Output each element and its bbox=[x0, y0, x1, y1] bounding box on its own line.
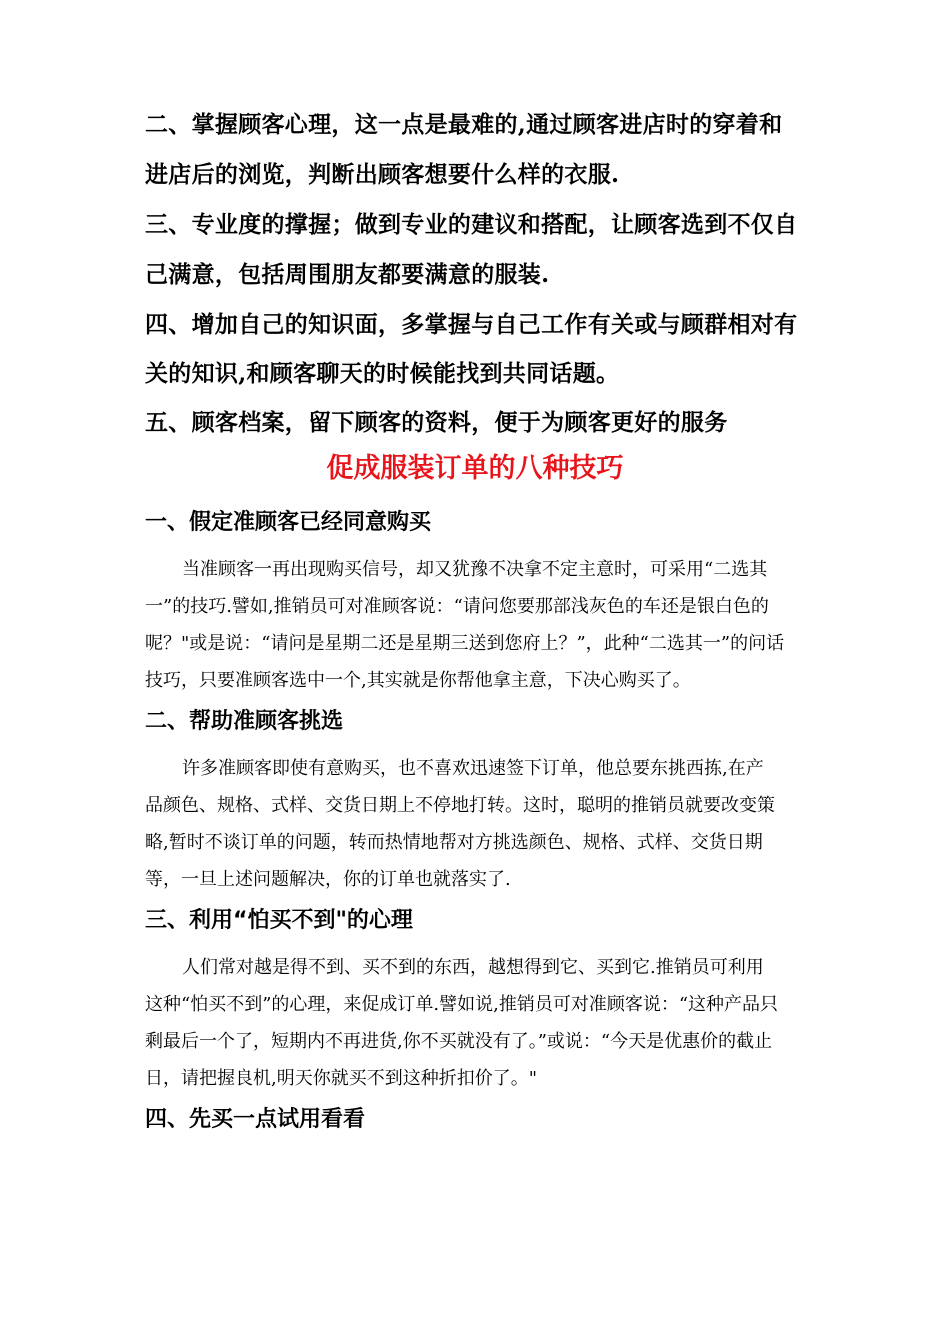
section-1-line-3: 呢？"或是说：“请问是星期二还是星期三送到您府上？”，此种“二选其一”的问话 bbox=[145, 633, 785, 654]
intro-line-7: 五、顾客档案，留下顾客的资料，便于为顾客更好的服务 bbox=[145, 409, 728, 436]
section-3-line-4: 日，请把握良机,明天你就买不到这种折扣价了。" bbox=[145, 1068, 537, 1089]
intro-line-6: 关的知识,和顾客聊天的时候能找到共同话题。 bbox=[145, 360, 620, 387]
section-heading-4: 四、先买一点试用看看 bbox=[145, 1107, 366, 1132]
section-2-line-3: 略,暂时不谈订单的问题，转而热情地帮对方挑选颜色、规格、式样、交货日期 bbox=[145, 832, 763, 853]
intro-line-2: 进店后的浏览，判断出顾客想要什么样的衣服. bbox=[145, 161, 620, 188]
intro-line-3: 三、专业度的撑握；做到专业的建议和搭配，让顾客选到不仅自 bbox=[145, 211, 798, 238]
section-1-line-1: 当准顾客一再出现购买信号，却又犹豫不决拿不定主意时，可采用“二选其 bbox=[182, 559, 768, 580]
section-heading-3: 三、利用“怕买不到"的心理 bbox=[145, 908, 413, 933]
section-2-line-2: 品颜色、规格、式样、交货日期上不停地打转。这时，聪明的推销员就要改变策 bbox=[145, 795, 775, 816]
section-2-line-1: 许多准顾客即使有意购买，也不喜欢迅速签下订单，他总要东挑西拣,在产 bbox=[182, 758, 764, 779]
section-3-line-2: 这种“怕买不到”的心理，来促成订单.譬如说,推销员可对准顾客说：“这种产品只 bbox=[145, 994, 779, 1015]
document-title: 促成服装订单的八种技巧 bbox=[326, 453, 624, 484]
section-1-line-2: 一”的技巧.譬如,推销员可对准顾客说：“请问您要那部浅灰色的车还是银白色的 bbox=[145, 596, 769, 617]
section-3-line-3: 剩最后一个了，短期内不再进货,你不买就没有了。”或说：“今天是优惠价的截止 bbox=[145, 1031, 773, 1052]
section-heading-2: 二、帮助准顾客挑选 bbox=[145, 709, 344, 734]
intro-line-5: 四、增加自己的知识面，多掌握与自己工作有关或与顾群相对有 bbox=[145, 311, 798, 338]
section-1-line-4: 技巧，只要准顾客选中一个,其实就是你帮他拿主意，下决心购买了。 bbox=[145, 670, 691, 691]
section-heading-1: 一、假定准顾客已经同意购买 bbox=[145, 510, 432, 535]
section-3-line-1: 人们常对越是得不到、买不到的东西，越想得到它、买到它.推销员可利用 bbox=[182, 957, 764, 978]
intro-line-1: 二、掌握顾客心理，这一点是最难的,通过顾客进店时的穿着和 bbox=[145, 111, 783, 138]
intro-line-4: 己满意，包括周围朋友都要满意的服装. bbox=[145, 261, 550, 288]
section-2-line-4: 等，一旦上述问题解决，你的订单也就落实了. bbox=[145, 869, 511, 890]
